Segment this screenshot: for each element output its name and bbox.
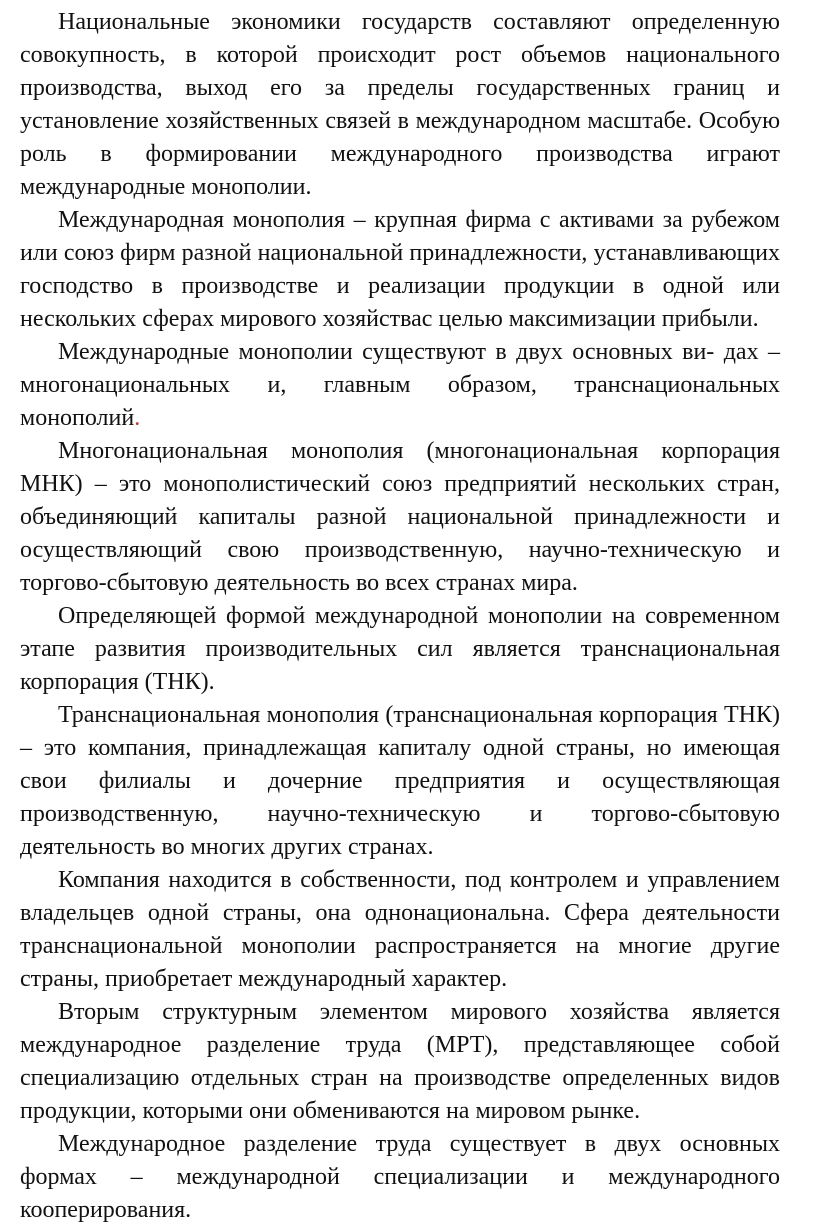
paragraph-international-monopoly: Международная монополия – крупная фирма с активами за рубежом или союз фирм разной национальной принадлежности, устанавливающих господство в производстве и реализации продукции в одной или нескольких сферах мирового хозяйствас целью максимизации прибыли. [20, 207, 780, 332]
paragraph-ownership: Компания находится в собственности, под контролем и управлением владельцев одной страны, она однонациональна. Сфера деятельности транснациональной монополии распространяется на многие другие страны, приобретает международный характер. [20, 867, 780, 992]
paragraph-multinational: Многонациональная монополия (многонациональная корпорация МНК) – это монополистический союз предприятий нескольких стран, объединяющий капиталы разной национальной принадлежности и осуществляющий свою производственную, научно-техническую и торгово-сбытовую деятельность во всех странах мира. [20, 438, 780, 596]
paragraph-monopoly-types [20, 336, 780, 435]
paragraph-division-of-labor: Вторым структурным элементом мирового хозяйства является международное разделение труда (МРТ), представляющее собой специализацию отдельных стран на производстве определенных видов продукции, которыми они обмениваются на мировом рынке. [20, 999, 780, 1124]
paragraph-defining-form: Определяющей формой международной монополии на современном этапе развития производительных сил является транснациональная корпорация (ТНК). [20, 603, 780, 695]
paragraph-transnational: Транснациональная монополия (транснациональная корпорация ТНК) – это компания, принадлежащая капиталу одной страны, но имеющая свои филиалы и дочерние предприятия и осуществляющая производственную, научно-техническую и торгово-сбытовую деятельность во многих других странах. [20, 702, 780, 860]
paragraph-national-economies: Национальные экономики государств составляют определенную совокупность, в которой происходит рост объемов национального производства, выход его за пределы государственных границ и установление хозяйственных связей в международном масштабе. Особую роль в формировании международного производства играют международные монополии. [20, 9, 780, 200]
paragraph-forms: Международное разделение труда существует в двух основных формах – международной специализации и международного кооперирования. [20, 1131, 780, 1223]
paragraph-monopoly-types-text: Международные монополии существуют в двух основных ви- дах – многонациональных и, главным образом, транснациональных монополий [20, 339, 780, 431]
red-period-mark: . [134, 405, 141, 431]
